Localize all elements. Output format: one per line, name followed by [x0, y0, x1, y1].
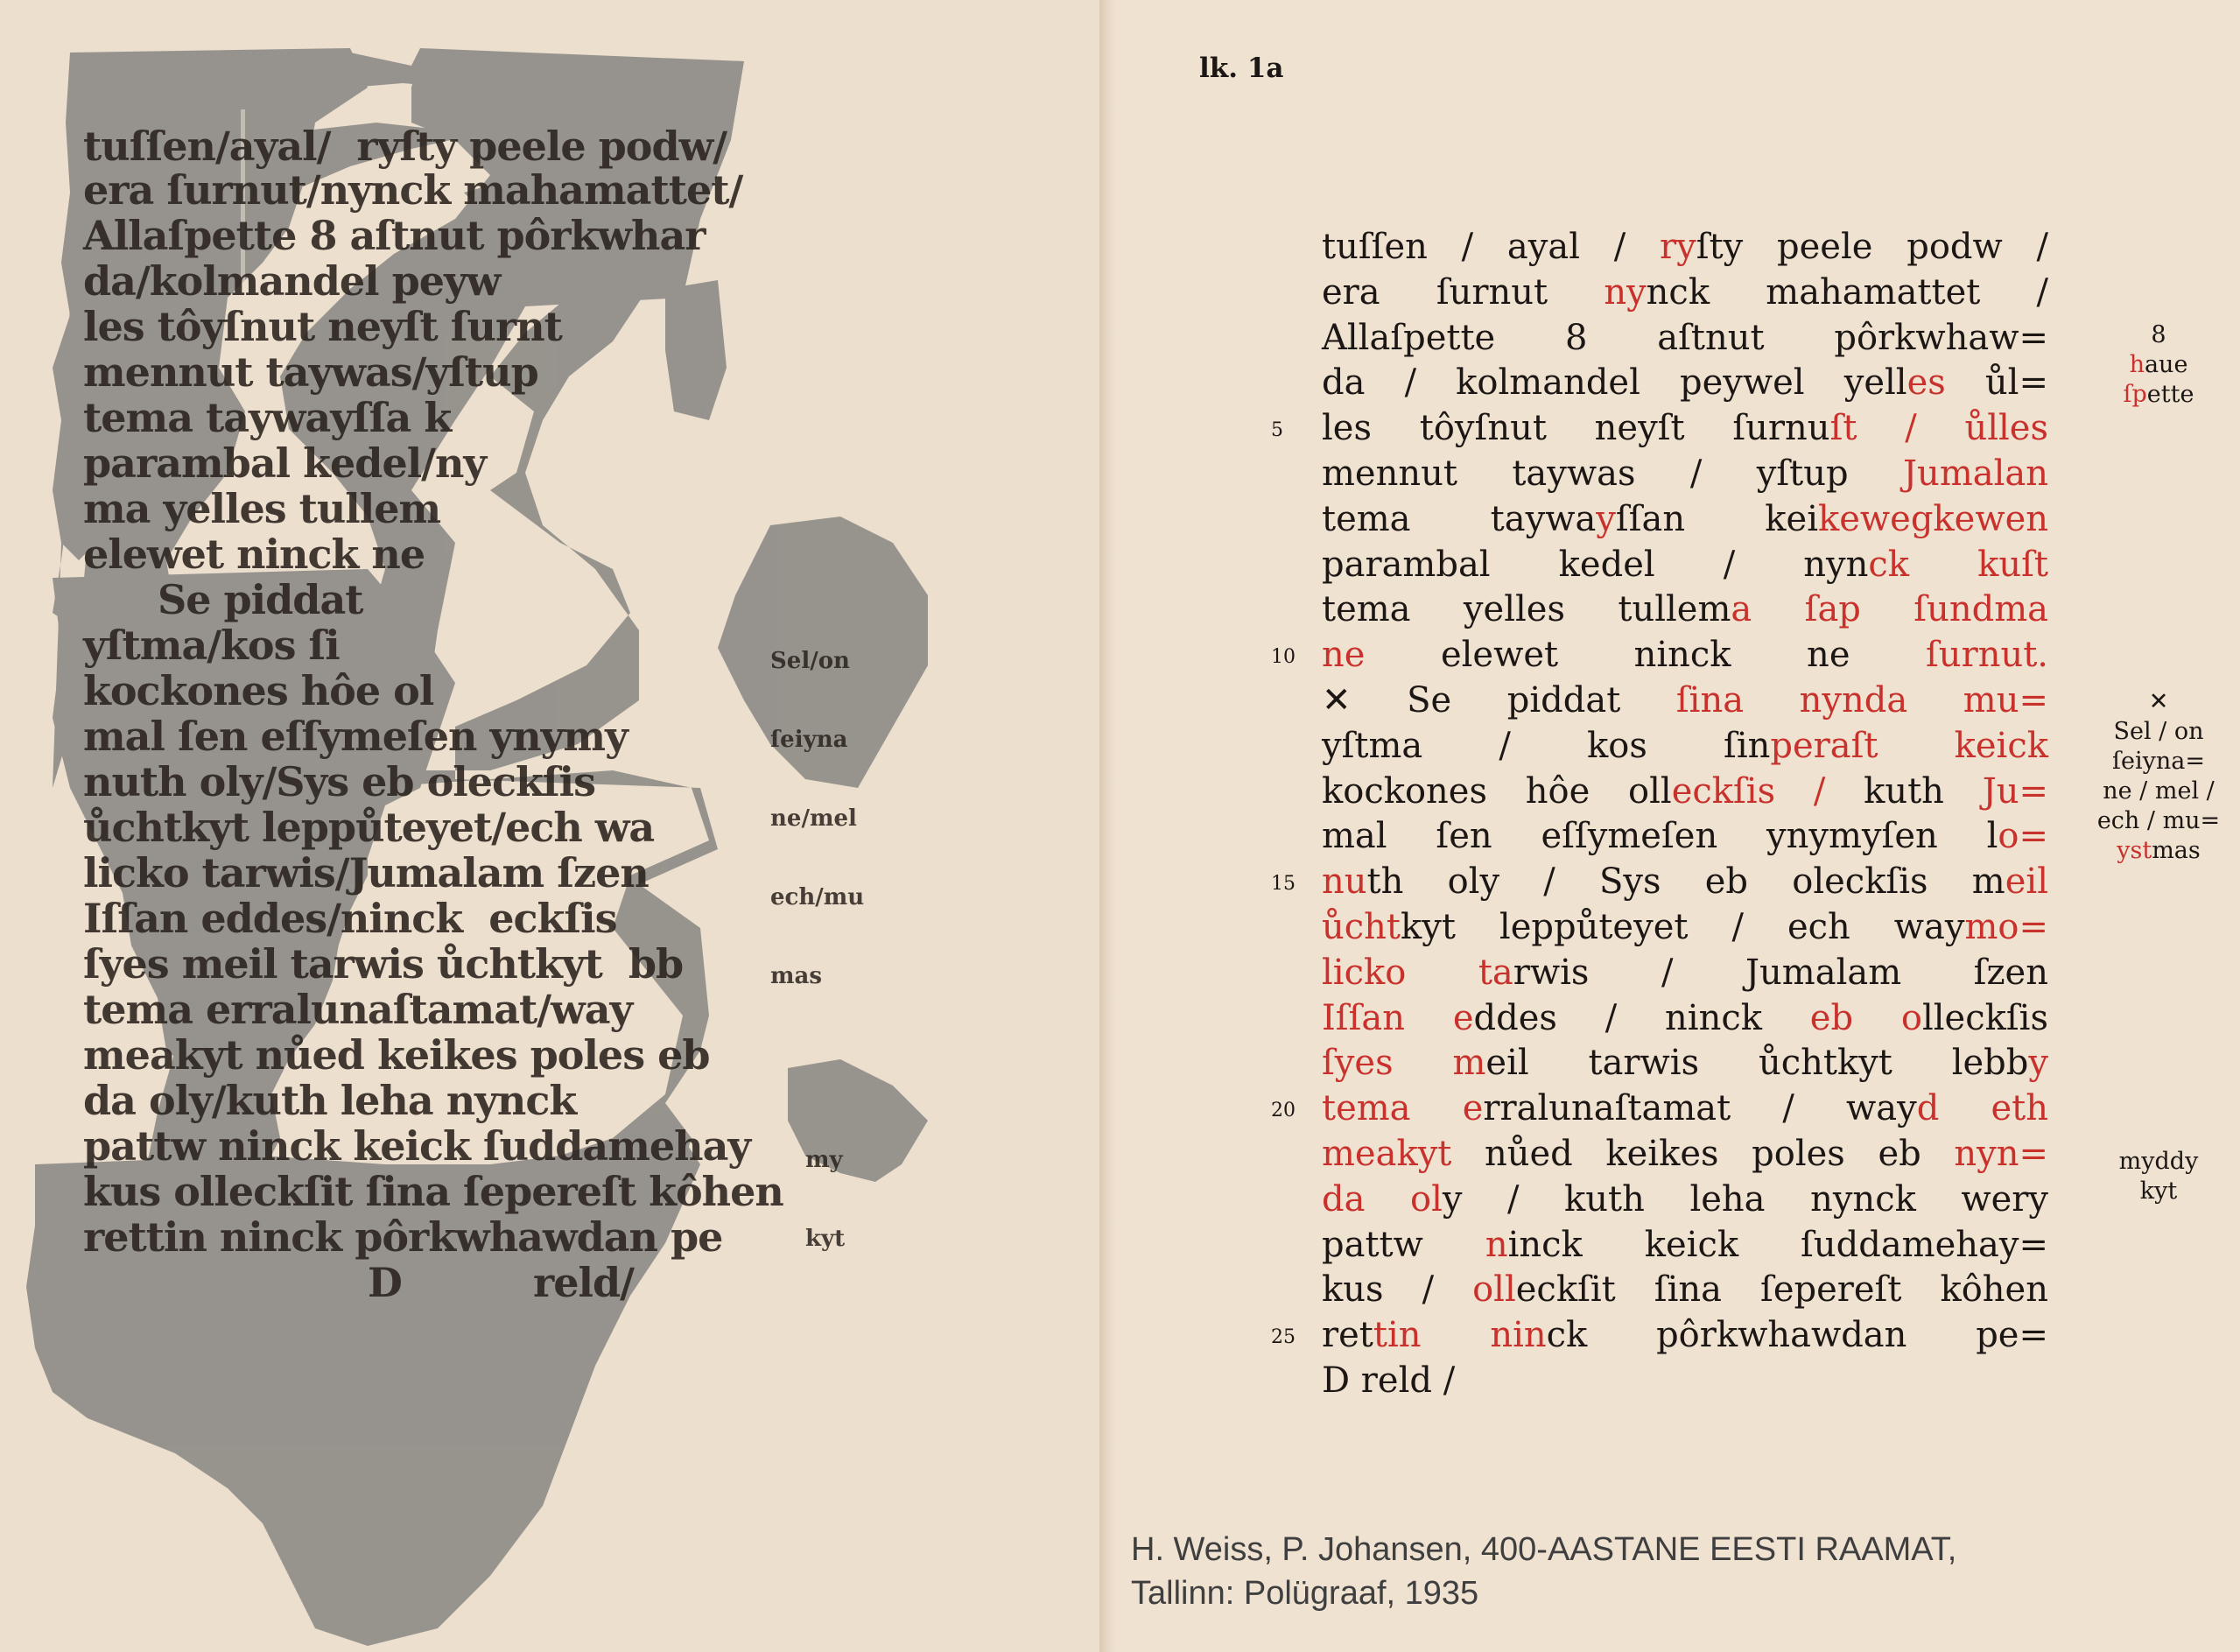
- transcription-line: [1322, 861, 2048, 904]
- page-label: lk. 1a: [1199, 53, 1284, 84]
- body-text: eckſit ſina ſepereſt kôhen: [1515, 1269, 2048, 1311]
- rubric-text: oll: [1472, 1269, 1516, 1311]
- rubric-text: mo=: [1964, 907, 2048, 947]
- rubric-text: h: [2129, 351, 2145, 378]
- fragment-line: mal ſen eſſymeſen ynymy: [83, 713, 628, 760]
- fragment-line: kockones hôe ol: [83, 667, 434, 714]
- transcription-line: [1322, 679, 2048, 723]
- margin-note-1: [2027, 320, 2240, 410]
- scrap-line: ne/mel: [770, 805, 857, 832]
- rubric-text: y: [1596, 498, 1616, 539]
- body-text: parambal kedel / nyn: [1322, 544, 1869, 585]
- body-text: nůed keikes poles eb: [1451, 1134, 1955, 1174]
- body-text: era ſurnut: [1322, 271, 1605, 313]
- rubric-text: ſt / ůlles: [1829, 408, 2048, 449]
- margin-text: ette: [2146, 381, 2194, 408]
- fragment-line: rettin ninck pôrkwhawdan pe: [83, 1213, 723, 1261]
- fragment-line: D reld/: [368, 1259, 634, 1306]
- scrap-line: kyt: [805, 1226, 846, 1252]
- fragment-facsimile: [0, 0, 1099, 1652]
- fragment-line: Se piddat: [158, 576, 363, 623]
- body-text: yſtma / kos ſin: [1322, 725, 1771, 766]
- margin-text: aue: [2144, 351, 2188, 378]
- rubric-text: a ſap ſundma: [1731, 589, 2048, 630]
- transcription-line: [1322, 544, 2048, 587]
- line-number: 25: [1271, 1326, 1296, 1349]
- transcription-line: [1322, 1042, 2048, 1086]
- rubric-text: o=: [1998, 816, 2048, 857]
- margin-note-3: [2027, 1147, 2240, 1206]
- scrap-line: ech/mu: [770, 884, 865, 910]
- transcription-line: [1322, 226, 2048, 270]
- fragment-line: pattw ninck keick ſuddamehay: [83, 1122, 751, 1170]
- transcription-line: [1322, 1224, 2048, 1268]
- fragment-line: yſtma/kos ſi: [83, 622, 340, 669]
- margin-text: 8: [2151, 321, 2166, 348]
- caption-line-2: Tallinn: Polügraaf, 1935: [1131, 1575, 1479, 1612]
- fragment-line: elewet ninck ne: [83, 531, 425, 578]
- fragment-line: Iſſan eddes/ninck eckſis: [83, 895, 617, 942]
- line-number: 5: [1271, 419, 1283, 442]
- body-text: mennut taywas / yſtup: [1322, 453, 1904, 494]
- rubric-text: tin: [1373, 1315, 1422, 1356]
- caption-line-1: H. Weiss, P. Johansen, 400-AASTANE EESTI RAAMAT,: [1131, 1531, 1957, 1568]
- body-text: tuſſen / ayal /: [1322, 227, 1661, 267]
- transcription-line: [1322, 407, 2048, 451]
- body-text: Allaſpette 8 aſtnut pôrkwhaw=: [1322, 317, 2048, 358]
- page-gutter: [1099, 0, 1117, 1652]
- fragment-line: nuth oly/Sys eb oleckſis: [83, 758, 596, 805]
- source-caption: [1131, 1528, 1956, 1615]
- body-text: kyt leppůteyet / ech way: [1401, 907, 1965, 947]
- transcription-line: [1322, 815, 2048, 859]
- transcription-line: [1322, 1133, 2048, 1177]
- transcription-line: [1322, 362, 2048, 405]
- transcription-line: [1322, 770, 2048, 814]
- fragment-line: tema taywayſſa k: [83, 394, 452, 441]
- rubric-text: nin: [1490, 1315, 1547, 1356]
- fragment-line: meakyt nůed keikes poles eb: [83, 1031, 710, 1079]
- rubric-text: n: [1485, 1224, 1508, 1265]
- body-text: ✕ Se piddat: [1322, 680, 1676, 721]
- transcription-line: [1322, 952, 2048, 995]
- body-text: rralunaſtamat / way: [1483, 1088, 1917, 1129]
- body-text: D reld /: [1322, 1360, 1456, 1401]
- margin-note-2: [2027, 687, 2240, 866]
- fragment-line: ůchtkyt leppůteyet/ech wa: [83, 804, 655, 851]
- margin-text: ✕ Sel / on ſeiyna= ne / mel / ech / mu=: [2096, 688, 2221, 834]
- scrap-line: Sel/on: [770, 648, 850, 674]
- rubric-text: ck kuſt: [1868, 544, 2048, 585]
- margin-text: mas: [2152, 837, 2201, 864]
- body-text: th oly / Sys eb oleckſis m: [1366, 861, 2005, 903]
- body-text: kus /: [1322, 1269, 1473, 1311]
- rubric-text: peraſt keick: [1770, 725, 2048, 766]
- rubric-text: ſp: [2123, 381, 2147, 408]
- fragment-line: Allaſpette 8 aſtnut pôrkwhar: [83, 212, 706, 259]
- body-text: y / kuth leha nynck wery: [1442, 1178, 2049, 1220]
- rubric-text: ny: [1604, 271, 1647, 313]
- transcription-page: [1117, 0, 2240, 1652]
- rubric-text: ſurnut.: [1926, 635, 2048, 676]
- body-text: les tôyſnut neyſt ſurnu: [1322, 408, 1830, 449]
- rubric-text: kewegkewen: [1818, 498, 2049, 539]
- transcription-line: [1322, 1360, 2048, 1403]
- transcription-line: [1322, 588, 2048, 632]
- body-text: kuth: [1864, 770, 1983, 812]
- fragment-line: ma yelles tullem: [83, 485, 441, 532]
- body-text: ret: [1322, 1315, 1373, 1356]
- body-text: ſty peele podw /: [1696, 227, 2049, 267]
- fragment-line: mennut taywas/yſtup: [83, 348, 538, 396]
- line-number: 10: [1271, 646, 1296, 669]
- transcription-line: [1322, 1087, 2048, 1131]
- rubric-text: Jumalan: [1903, 453, 2048, 494]
- rubric-text: ne: [1322, 635, 1366, 676]
- fragment-line: da oly/kuth leha nynck: [83, 1077, 577, 1124]
- transcription-line: [1322, 271, 2048, 315]
- fragment-piece-scrap-3: [665, 280, 727, 420]
- fragment-line: da/kolmandel peyw: [83, 257, 501, 305]
- transcription-line: [1322, 453, 2048, 496]
- rubric-text: Ju=: [1982, 770, 2048, 812]
- rubric-text: eckſis /: [1671, 770, 1864, 812]
- line-number: 20: [1271, 1100, 1296, 1122]
- body-text: ck pôrkwhawdan pe=: [1546, 1315, 2048, 1356]
- transcription-line: [1322, 906, 2048, 950]
- rubric-text: ůcht: [1322, 907, 1401, 947]
- body-text: eil tarwis ůchtkyt lebb: [1485, 1043, 2029, 1084]
- body-text: ddes / ninck: [1473, 997, 1810, 1038]
- transcription-line: [1322, 498, 2048, 542]
- rubric-text: d eth: [1916, 1088, 2049, 1129]
- rubric-text: nyn=: [1954, 1134, 2048, 1174]
- rubric-text: y: [2028, 1043, 2048, 1084]
- transcription-line: [1322, 1314, 2048, 1358]
- rubric-text: es: [1906, 362, 1946, 404]
- body-text: tema yelles tullem: [1322, 589, 1731, 630]
- rubric-text: yst: [2117, 837, 2152, 864]
- scrap-line: ſeiyna: [770, 727, 848, 753]
- transcription-line: [1322, 634, 2048, 678]
- rubric-text: da ol: [1322, 1178, 1443, 1220]
- body-text: ſſan kei: [1615, 498, 1818, 539]
- fragment-line: kus olleckſit ſina ſepereſt kôhen: [83, 1168, 783, 1215]
- transcription-line: [1322, 725, 2048, 769]
- body-text: nck mahamattet /: [1646, 271, 2048, 313]
- fragment-line: tema erralunaſtamat/way: [83, 986, 633, 1033]
- rubric-text: eb o: [1809, 997, 1922, 1038]
- body-text: da / kolmandel peywel yell: [1322, 362, 1907, 404]
- body-text: inck keick ſuddamehay=: [1507, 1224, 2048, 1265]
- fragment-line: tuſſen/ayal/ ryſty peele podw/: [83, 123, 727, 170]
- transcription-line: [1322, 997, 2048, 1041]
- fragment-line: licko tarwis/Jumalam ſzen: [83, 849, 649, 896]
- fragment-line: parambal kedel/ny: [83, 439, 487, 487]
- transcription-line: [1322, 1178, 2048, 1222]
- fragment-line: ſyes meil tarwis ůchtkyt bb: [83, 940, 684, 988]
- fragment-line: era ſurnut/nynck mahamattet/: [83, 166, 743, 214]
- rubric-text: eil: [2005, 861, 2048, 903]
- body-text: tema taywa: [1322, 498, 1597, 539]
- rubric-text: nu: [1322, 861, 1367, 903]
- scrap-line: my: [805, 1147, 843, 1173]
- margin-text: myddy kyt: [2118, 1148, 2199, 1205]
- rubric-text: licko ta: [1322, 952, 1513, 993]
- rubric-text: ſyes m: [1322, 1043, 1486, 1084]
- rubric-text: ſina nynda mu=: [1675, 680, 2049, 721]
- rubric-text: tema e: [1322, 1088, 1484, 1129]
- body-text: kockones hôe oll: [1322, 770, 1672, 812]
- body-text: [1422, 1315, 1491, 1355]
- body-text: ůl=: [1945, 362, 2048, 404]
- body-text: pattw: [1322, 1224, 1485, 1265]
- fragment-line: les tôyſnut neyſt ſurnt: [83, 303, 562, 350]
- transcription-line: [1322, 1269, 2048, 1312]
- rubric-text: Iſſan e: [1322, 997, 1474, 1038]
- scrap-line: mas: [770, 963, 822, 989]
- line-number: 15: [1271, 873, 1296, 896]
- fragment-scrap-text-2: [805, 1094, 853, 1304]
- body-text: rwis / Jumalam ſzen: [1513, 952, 2048, 993]
- fragment-scrap-text: [770, 595, 864, 1042]
- body-text: mal ſen eſſymeſen ynymyſen l: [1322, 816, 1998, 857]
- body-text: lleckſis: [1921, 997, 2048, 1038]
- body-text: elewet ninck ne: [1365, 635, 1926, 676]
- rubric-text: meakyt: [1322, 1134, 1452, 1174]
- rubric-text: ry: [1660, 227, 1696, 267]
- transcription-line: [1322, 317, 2048, 361]
